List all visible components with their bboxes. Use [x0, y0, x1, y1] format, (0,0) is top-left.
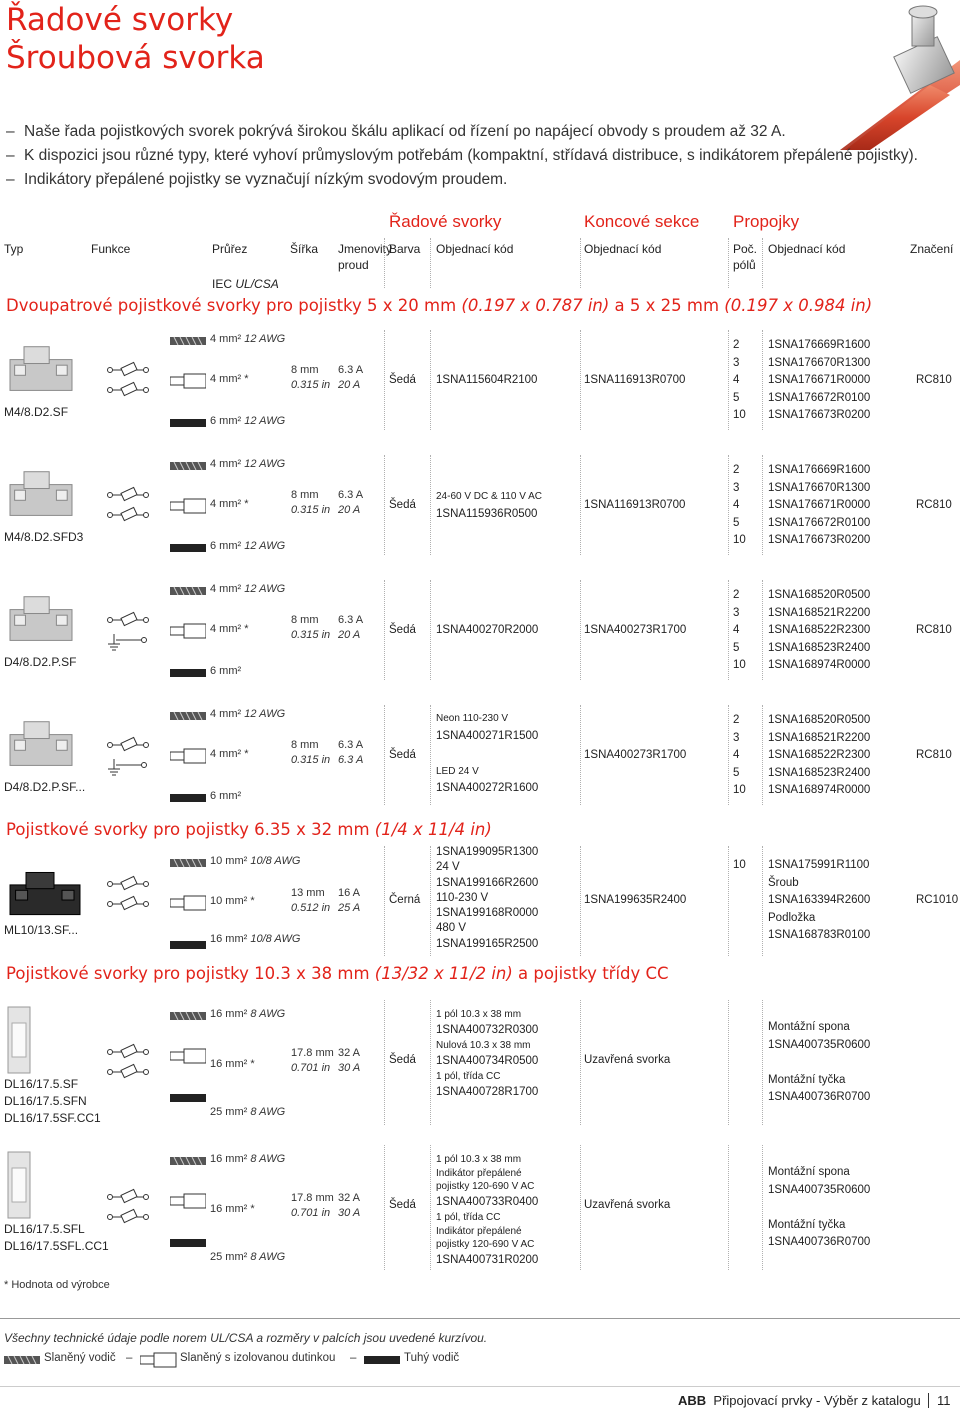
marking-value: RC810	[916, 374, 952, 386]
pole-count: 5	[733, 766, 740, 779]
pole-count: 3	[733, 606, 740, 619]
order-code	[436, 745, 538, 763]
bridge-code-list	[768, 587, 870, 675]
product-type-list	[4, 1076, 101, 1127]
intro-bullets	[6, 120, 918, 192]
bridge-code: 1SNA176672R0100	[768, 391, 871, 404]
order-code: 1 pól 10.3 x 38 mm	[436, 1154, 522, 1165]
bridge-code: Podložka	[768, 911, 816, 924]
bridge-code: 1SNA163394R2600	[768, 894, 871, 906]
width-value: 8 mm 0.315 in	[291, 489, 331, 516]
col-znaceni: Značení	[910, 242, 954, 256]
wire-solid-size: 16 mm² 10/8 AWG	[210, 933, 301, 945]
accessory-item: Montážní spona	[768, 1021, 850, 1033]
order-code: 1SNA115936R0500	[436, 508, 538, 520]
pole-count: 5	[733, 391, 740, 404]
accessory-item: 1SNA400736R0700	[768, 1091, 871, 1103]
product-type: M4/8.D2.SF	[4, 405, 69, 419]
current-value: 6.3 A 20 A	[338, 489, 364, 516]
pole-count: 4	[733, 624, 740, 636]
order-code: 1SNA400271R1500	[436, 729, 539, 742]
order-code: Indikátor přepálené	[436, 1167, 522, 1179]
order-code-list	[436, 1008, 538, 1101]
stranded-wire-icon	[170, 585, 206, 597]
bullet-item: – Naše řada pojistkových svorek pokrývá širokou škálu aplikací od řízení po napájecí obvody s proudem až 32 A.	[6, 123, 786, 140]
current-value: 32 A 30 A	[338, 1047, 361, 1074]
fuse-symbol-icon	[106, 485, 150, 529]
wire-solid-size: 6 mm² 12 AWG	[210, 540, 286, 552]
bridge-code: 1SNA176672R0100	[768, 516, 871, 529]
poles-list	[733, 587, 746, 675]
pole-count: 10	[733, 534, 746, 546]
bridge-code: 1SNA176670R1300	[768, 356, 871, 369]
wire-ferrule-size: 10 mm² *	[210, 895, 255, 907]
accessory-item: Montážní tyčka	[768, 1073, 846, 1086]
bridge-code: 1SNA168523R2400	[768, 641, 871, 654]
product-type: DL16/17.5.SFL	[4, 1222, 85, 1236]
wire-stranded-size: 4 mm² 12 AWG	[210, 458, 286, 470]
order-code: 1SNA199166R2600	[436, 876, 539, 889]
end-section-code: 1SNA400273R1700	[584, 749, 687, 761]
product-type: DL16/17.5SF.CC1	[4, 1111, 101, 1125]
pole-count: 4	[733, 374, 740, 386]
order-code: 480 V	[436, 922, 467, 935]
brand: ABB	[678, 1393, 707, 1408]
page-subtitle: Šroubová svorka	[6, 40, 265, 76]
pole-count: 10	[733, 409, 746, 421]
poles-list	[733, 462, 746, 550]
order-code: Indikátor přepálené	[436, 1225, 522, 1237]
units-note: Všechny technické údaje podle norem UL/CSA a rozměry v palcích jsou uvedené kurzívou.	[4, 1331, 488, 1345]
col-typ: Typ	[4, 242, 24, 256]
page-footer: ABB Připojovací prvky - Výběr z katalogu 11	[678, 1393, 951, 1408]
end-section-code: 1SNA116913R0700	[584, 499, 686, 511]
bridge-code: 1SNA176671R0000	[768, 499, 871, 511]
bridge-code: Šroub	[768, 876, 799, 889]
col-iec-ulcsa: IEC UL/CSA	[212, 277, 279, 291]
end-section-code: 1SNA400273R1700	[584, 624, 687, 636]
wire-stranded-size: 4 mm² 12 AWG	[210, 708, 286, 720]
current-value: 16 A 25 A	[338, 887, 361, 914]
end-section-label: Uzavřená svorka	[584, 1054, 671, 1066]
order-code: LED 24 V	[436, 765, 479, 777]
wire-ferrule-size: 4 mm² *	[210, 748, 249, 760]
pole-count: 10	[733, 659, 746, 671]
col-objednaci-1: Objednací kód	[436, 242, 514, 256]
bridge-code: 1SNA168974R0000	[768, 784, 871, 796]
product-type: D4/8.D2.P.SF...	[4, 780, 86, 794]
ferrule-wire-icon	[170, 373, 206, 389]
stranded-wire-icon	[4, 1354, 40, 1366]
product-type: DL16/17.5.SFN	[4, 1094, 87, 1108]
order-code: 1SNA199165R2500	[436, 937, 539, 950]
order-code: 1SNA199095R1300	[436, 846, 539, 858]
ferrule-wire-icon	[170, 748, 206, 764]
section-header-1: Dvoupatrové pojistkové svorky pro pojistky 5 x 20 mm (0.197 x 0.787 in) a 5 x 25 mm (0.197 x 0.984 in)	[6, 296, 873, 315]
accessory-item: 1SNA400735R0600	[768, 1038, 871, 1051]
pole-count: 5	[733, 641, 740, 654]
color-value: Šedá	[389, 749, 416, 761]
wire-solid-size: 6 mm² 12 AWG	[210, 415, 286, 427]
fuse-holder-product-image	[6, 1005, 32, 1075]
group-header-propojky: Propojky	[733, 212, 800, 231]
terminal-product-image	[6, 715, 78, 771]
terminal-product-image	[6, 590, 78, 646]
solid-wire-icon	[170, 1237, 206, 1249]
ferrule-wire-icon	[170, 895, 206, 911]
order-code: 1SNA400733R0400	[436, 1195, 539, 1208]
bridge-code-list	[768, 337, 870, 425]
order-code: 1SNA199168R0000	[436, 907, 539, 920]
marking-value: RC810	[916, 749, 952, 761]
solid-wire-icon	[170, 542, 206, 554]
bridge-code: 1SNA168523R2400	[768, 766, 871, 779]
wire-ferrule-size: 4 mm² *	[210, 373, 249, 385]
order-code-list	[436, 710, 538, 798]
bullet-item: – Indikátory přepálené pojistky se vyznačují nízkým svodovým proudem.	[6, 171, 508, 188]
accessory-item: Montážní spona	[768, 1166, 850, 1178]
order-code: pojistky 120-690 V AC	[436, 1181, 535, 1192]
col-poc-polu: Poč. pólů	[733, 242, 758, 272]
pole-count: 5	[733, 516, 740, 529]
stranded-wire-icon	[170, 460, 206, 472]
col-objednaci-2: Objednací kód	[584, 242, 662, 256]
bridge-code: 1SNA168974R0000	[768, 659, 871, 671]
fuse-ground-symbol-icon	[106, 735, 150, 779]
fuse-ground-symbol-icon	[106, 610, 150, 654]
stranded-wire-icon	[170, 1010, 206, 1022]
current-value: 6.3 A 20 A	[338, 614, 364, 641]
page-number: 11	[928, 1393, 951, 1408]
stranded-wire-icon	[170, 1155, 206, 1167]
end-section-code: 1SNA116913R0700	[584, 374, 686, 386]
ferrule-wire-icon	[140, 1352, 180, 1368]
order-code: 24 V	[436, 861, 460, 874]
wire-solid-size: 6 mm²	[210, 790, 242, 802]
stranded-wire-icon	[170, 335, 206, 347]
bridge-code: 1SNA168521R2200	[768, 606, 871, 619]
bridge-code: 1SNA168520R0500	[768, 589, 871, 601]
col-jmenovity: Jmenovitý proud	[338, 242, 393, 272]
bridge-code: 1SNA168783R0100	[768, 929, 871, 941]
pole-count: 10	[733, 859, 746, 871]
width-value: 8 mm 0.315 in	[291, 364, 331, 391]
width-value: 8 mm 0.315 in	[291, 739, 331, 766]
accessory-list	[768, 1164, 870, 1252]
width-value: 13 mm 0.512 in	[291, 887, 331, 914]
col-prurez: Průřez	[212, 242, 248, 256]
color-value: Šedá	[389, 499, 416, 511]
marking-value: RC810	[916, 499, 952, 511]
order-code: 1SNA400270R2000	[436, 624, 539, 636]
end-section-code: 1SNA199635R2400	[584, 894, 687, 906]
bridge-code-list	[768, 712, 870, 800]
bridge-code: 1SNA168522R2300	[768, 749, 871, 761]
legend-solid: Tuhý vodič	[404, 1352, 460, 1364]
terminal-product-image	[6, 465, 78, 521]
product-type: DL16/17.5SFL.CC1	[4, 1239, 109, 1253]
marking-value: RC1010	[916, 894, 959, 906]
order-code: 1SNA400272R1600	[436, 782, 539, 794]
current-value: 6.3 A 6.3 A	[338, 739, 364, 766]
wire-solid-size: 6 mm²	[210, 665, 242, 677]
accessory-item	[768, 1199, 870, 1217]
product-type: DL16/17.5.SF	[4, 1077, 79, 1091]
terminal-product-image	[6, 866, 86, 920]
solid-wire-icon	[170, 792, 206, 804]
order-code: Neon 110-230 V	[436, 713, 509, 724]
pole-count: 2	[733, 339, 740, 351]
order-code: 1SNA400732R0300	[436, 1023, 539, 1036]
order-code: 1SNA400731R0200	[436, 1253, 539, 1266]
order-code-list	[436, 1153, 538, 1269]
accessory-item	[768, 1054, 870, 1072]
pole-count: 4	[733, 499, 740, 511]
order-code: 1SNA400728R1700	[436, 1085, 539, 1098]
legend-ferrule: Slaněný s izolovanou dutinkou	[180, 1352, 336, 1364]
order-code: 110-230 V	[436, 891, 489, 904]
width-value: 17.8 mm 0.701 in	[291, 1047, 334, 1074]
solid-wire-icon	[364, 1354, 400, 1366]
section-header-2: Pojistkové svorky pro pojistky 6.35 x 32 mm (1/4 x 11/4 in)	[6, 820, 492, 839]
accessory-item: 1SNA400735R0600	[768, 1183, 871, 1196]
ferrule-wire-icon	[170, 1193, 206, 1209]
legend-stranded: Slaněný vodič	[44, 1352, 116, 1364]
poles-list	[733, 337, 746, 425]
accessory-list	[768, 1019, 870, 1107]
fuse-symbol-icon	[106, 874, 150, 918]
bridge-code: 1SNA168521R2200	[768, 731, 871, 744]
wire-stranded-size: 16 mm² 8 AWG	[210, 1153, 286, 1165]
bridge-code-list	[768, 462, 870, 550]
pole-count: 2	[733, 714, 740, 726]
pole-count: 10	[733, 784, 746, 796]
wire-solid-size: 25 mm² 8 AWG	[210, 1106, 286, 1118]
section-header-3: Pojistkové svorky pro pojistky 10.3 x 38 mm (13/32 x 11/2 in) a pojistky třídy CC	[6, 964, 669, 983]
color-value: Šedá	[389, 1199, 416, 1211]
wire-ferrule-size: 16 mm² *	[210, 1058, 255, 1070]
order-code-list	[436, 845, 538, 952]
bridge-code: 1SNA176670R1300	[768, 481, 871, 494]
page-title: Řadové svorky	[6, 2, 234, 38]
color-value: Šedá	[389, 1054, 416, 1066]
order-code: 1 pól 10.3 x 38 mm	[436, 1009, 522, 1020]
ferrule-wire-icon	[170, 623, 206, 639]
end-section-label: Uzavřená svorka	[584, 1199, 671, 1211]
pole-count: 3	[733, 731, 740, 744]
pole-count: 3	[733, 356, 740, 369]
wire-stranded-size: 4 mm² 12 AWG	[210, 333, 286, 345]
poles-list	[733, 712, 746, 800]
wire-stranded-size: 16 mm² 8 AWG	[210, 1008, 286, 1020]
order-code: pojistky 120-690 V AC	[436, 1239, 535, 1250]
bridge-code: 1SNA176673R0200	[768, 409, 871, 421]
solid-wire-icon	[170, 1092, 206, 1104]
fuse-holder-product-image	[6, 1150, 32, 1220]
wire-ferrule-size: 16 mm² *	[210, 1203, 255, 1215]
marking-value: RC810	[916, 624, 952, 636]
bridge-code: 1SNA176669R1600	[768, 464, 871, 476]
product-type: M4/8.D2.SFD3	[4, 530, 84, 544]
wire-ferrule-size: 4 mm² *	[210, 623, 249, 635]
bridge-code: 1SNA176671R0000	[768, 374, 871, 386]
wire-solid-size: 25 mm² 8 AWG	[210, 1251, 286, 1263]
ferrule-wire-icon	[170, 1048, 206, 1064]
width-value: 17.8 mm 0.701 in	[291, 1192, 334, 1219]
bridge-code: 1SNA168522R2300	[768, 624, 871, 636]
solid-wire-icon	[170, 939, 206, 951]
fuse-symbol-icon	[106, 360, 150, 404]
solid-wire-icon	[170, 417, 206, 429]
bridge-code: 1SNA175991R1100	[768, 859, 870, 871]
stranded-wire-icon	[170, 710, 206, 722]
col-sirka: Šířka	[290, 242, 319, 256]
bridge-code: 1SNA168520R0500	[768, 714, 871, 726]
pole-count: 2	[733, 464, 740, 476]
color-value: Šedá	[389, 374, 416, 386]
order-code: Nulová 10.3 x 38 mm	[436, 1040, 531, 1051]
fuse-symbol-icon	[106, 1042, 150, 1086]
wire-stranded-size: 10 mm² 10/8 AWG	[210, 855, 301, 867]
product-type-list	[4, 1221, 109, 1255]
col-funkce: Funkce	[91, 242, 131, 256]
group-header-radove: Řadové svorky	[389, 212, 502, 231]
accessory-item: 1SNA400736R0700	[768, 1236, 871, 1248]
pole-count: 4	[733, 749, 740, 761]
order-code: 1 pól, třída CC	[436, 1071, 501, 1082]
current-value: 32 A 30 A	[338, 1192, 361, 1219]
ferrule-wire-icon	[170, 498, 206, 514]
bridge-code: 1SNA176669R1600	[768, 339, 871, 351]
terminal-product-image	[6, 340, 78, 396]
solid-wire-icon	[170, 667, 206, 679]
col-barva: Barva	[389, 242, 421, 256]
order-code: 1SNA400734R0500	[436, 1054, 539, 1067]
order-code: 1 pól, třída CC	[436, 1212, 501, 1223]
width-value: 8 mm 0.315 in	[291, 614, 331, 641]
order-code-note: 24-60 V DC & 110 V AC	[436, 491, 542, 502]
pole-count: 2	[733, 589, 740, 601]
color-value: Černá	[389, 894, 421, 906]
bridge-code-list	[768, 857, 870, 945]
bridge-code: 1SNA176673R0200	[768, 534, 871, 546]
footnote: * Hodnota od výrobce	[4, 1279, 110, 1291]
pole-count: 3	[733, 481, 740, 494]
stranded-wire-icon	[170, 857, 206, 869]
wire-stranded-size: 4 mm² 12 AWG	[210, 583, 286, 595]
group-header-koncove: Koncové sekce	[584, 212, 700, 231]
col-objednaci-3: Objednací kód	[768, 242, 846, 256]
wire-ferrule-size: 4 mm² *	[210, 498, 249, 510]
order-code: 1SNA115604R2100	[436, 374, 538, 386]
product-type: D4/8.D2.P.SF	[4, 655, 77, 669]
color-value: Šedá	[389, 624, 416, 636]
accessory-item: Montážní tyčka	[768, 1218, 846, 1231]
product-type: ML10/13.SF...	[4, 923, 79, 937]
bullet-item: – K dispozici jsou různé typy, které vyhoví průmyslovým potřebám (kompaktní, střídavá distribuce, s indikátorem přepálené pojistky).	[6, 147, 918, 164]
current-value: 6.3 A 20 A	[338, 364, 364, 391]
fuse-symbol-icon	[106, 1187, 150, 1231]
